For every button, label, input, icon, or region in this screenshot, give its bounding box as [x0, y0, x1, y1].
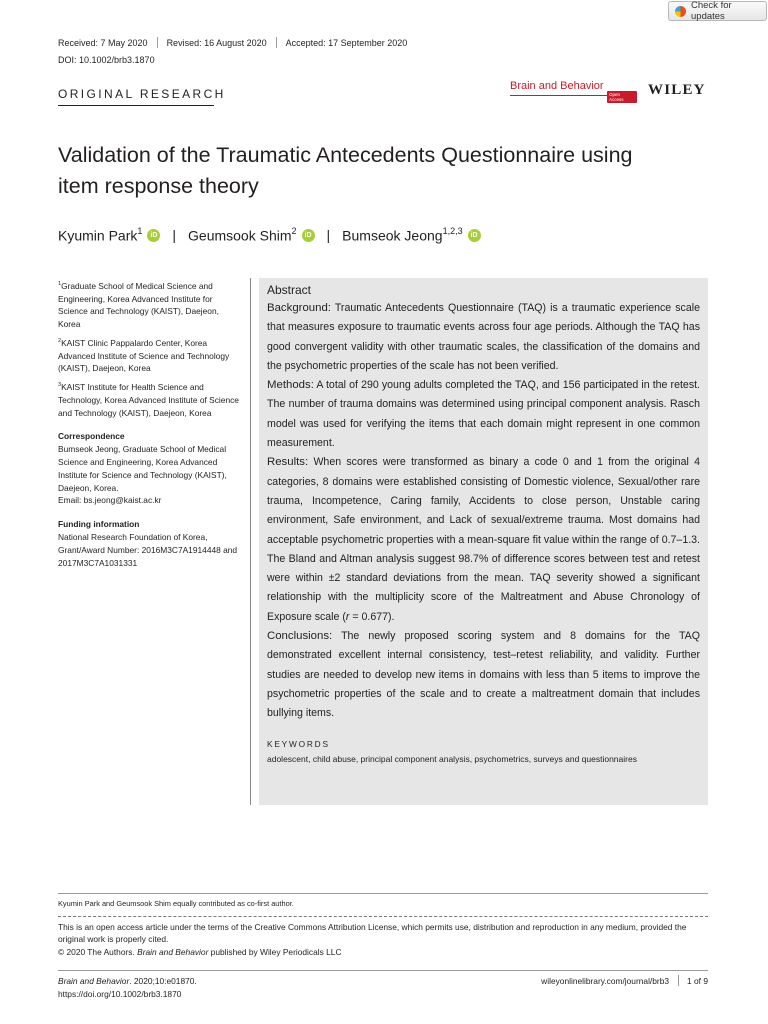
- check-for-updates-label: Check for updates: [691, 0, 732, 22]
- correspondence-heading: Correspondence: [58, 431, 125, 442]
- abstract-background: Background: Traumatic Antecedents Questionnaire (TAQ) is a traumatic experience scale that measures exposure to traumatic events across four age periods. Although the TAQ has good convergent validity with other traumatic scales, the classification of the domains and the psychometric properties of the scale has not been verified.: [267, 302, 700, 372]
- keywords-list: adolescent, child abuse, principal component analysis, psychometrics, surveys and questionnaires: [267, 753, 637, 764]
- correspondence-text: Bumseok Jeong, Graduate School of Medical Science and Engineering, Korea Advanced Institute for Science and Technology (KAIST), Daejeon, Korea.: [58, 444, 227, 493]
- date-divider: [276, 37, 277, 48]
- footnote: Kyumin Park and Geumsook Shim equally contributed as co-first author.: [58, 899, 294, 908]
- footer-rule: [58, 970, 708, 971]
- methods-label: Methods:: [267, 379, 314, 392]
- title-line: Validation of the Traumatic Antecedents Questionnaire using: [58, 143, 633, 167]
- crossmark-icon: [675, 6, 686, 17]
- author-name[interactable]: Kyumin Park$^1$: [58, 226, 143, 244]
- orcid-icon[interactable]: iD: [147, 229, 160, 242]
- abstract-methods: Methods: A total of 290 young adults completed the TAQ, and 156 participated in the retest. The number of trauma domains was determined using principal component analysis. Rasch model was used for verifying the items that each domain might represent in one common measurement.: [267, 379, 700, 450]
- author-name[interactable]: Bumseok Jeong$^{1,2,3}$: [342, 226, 463, 244]
- affiliation: $^3$KAIST Institute for Health Science and Technology, Korea Advanced Institute of Science and Technology (KAIST), Daejeon, Korea: [58, 381, 239, 418]
- page-number: 1 of 9: [687, 975, 708, 986]
- abstract-heading: Abstract: [267, 283, 312, 297]
- background-label: Background:: [267, 302, 331, 314]
- orcid-icon[interactable]: iD: [468, 229, 481, 242]
- affiliation: $^1$Graduate School of Medical Science and Engineering, Korea Advanced Institute for Science and Technology (KAIST), Daejeon, Korea: [58, 280, 219, 330]
- license-divider: [58, 916, 708, 917]
- funding-heading: Funding information: [58, 519, 140, 530]
- section-label: ORIGINAL RESEARCH: [58, 87, 226, 101]
- license-text: [58, 921, 708, 958]
- footer-right: [460, 975, 708, 986]
- article-sidebar: [58, 278, 243, 569]
- column-divider: [250, 278, 251, 805]
- correspondence-email[interactable]: Email: bs.jeong@kaist.ac.kr: [58, 495, 162, 506]
- journal-name: Brain and Behavior: [510, 80, 604, 92]
- abstract-box: [259, 278, 708, 805]
- revised-date: Revised: 16 August 2020: [166, 37, 267, 48]
- check-for-updates-button[interactable]: [668, 1, 767, 21]
- received-date: Received: 7 May 2020: [58, 37, 148, 48]
- title-line: item response theory: [58, 174, 259, 198]
- orcid-icon[interactable]: iD: [302, 229, 315, 242]
- abstract-conclusions: Conclusions: The newly proposed scoring system and 8 domains for the TAQ demonstrated excellent internal consistency, test–retest reliability, and validity. Further studies are needed to develop new items in domains with less than 5 items to improve the psychometric properties of the scale and to create a maltreatment domain that includes bullying items.: [267, 630, 700, 720]
- funding-text: National Research Foundation of Korea, Grant/Award Number: 2016M3C7A1914448 and 2017M3C7A1031331: [58, 531, 238, 568]
- journal-logo[interactable]: [510, 80, 637, 102]
- abstract-results: Results: When scores were transformed as binary a code 0 and 1 from the original 4 categories, 8 domains were established consisting of Domestic violence, Sexual/other rare trauma, Incompetence, Caring family, Accidents to close person, Unstable caring environment, Safe environment, and Lack of sexual/extreme trauma. Most domains had acceptable psychometric properties with a mean-square fit value within the range of 0.7–1.3. The Bland and Altman analysis suggest 98.7% of difference scores between test and retest were within ±2 standard deviations from the mean. TAQ severity showed a significant relationship with the multiplicity score of the Maltreatment and Abuse Chronology of Exposure scale (r = 0.677).: [267, 456, 700, 623]
- date-divider: [157, 37, 158, 48]
- affiliation: $^2$KAIST Clinic Pappalardo Center, Korea Advanced Institute of Science and Technology (KAIST), Daejeon, Korea: [58, 337, 230, 374]
- results-label: Results:: [267, 456, 309, 469]
- section-rule: [58, 105, 214, 106]
- citation: [58, 975, 197, 1001]
- author-affil-sup: 1: [137, 226, 143, 236]
- author-list: [58, 227, 481, 244]
- author-separator: |: [172, 227, 177, 244]
- accepted-date: Accepted: 17 September 2020: [285, 37, 408, 48]
- journal-url-link[interactable]: wileyonlinelibrary.com/journal/brb3: [541, 975, 670, 986]
- author-name[interactable]: Geumsook Shim$^2$: [188, 226, 297, 244]
- publisher-logo[interactable]: WILEY: [648, 82, 706, 98]
- conclusions-label: Conclusions:: [267, 630, 333, 643]
- footnote-rule: [58, 893, 708, 894]
- doi[interactable]: DOI: 10.1002/brb3.1870: [58, 55, 155, 65]
- author-separator: |: [326, 227, 331, 244]
- open-access-badge: Open Access: [607, 91, 637, 103]
- footer-divider: [678, 975, 679, 986]
- author-affil-sup: 2: [291, 226, 297, 236]
- author-affil-sup: 1,2,3: [442, 226, 463, 236]
- citation-line: Brain and Behavior. 2020;10:e01870.: [58, 976, 197, 986]
- keywords-heading: KEYWORDS: [267, 738, 330, 749]
- publication-dates: [58, 37, 407, 48]
- citation-doi-link[interactable]: https://doi.org/10.1002/brb3.1870: [58, 989, 182, 999]
- article-title: [58, 140, 698, 202]
- license-statement: This is an open access article under the terms of the Creative Commons Attribution License, which permits use, distribution and reproduction in any medium, provided the original work is properly cited.: [58, 922, 687, 945]
- copyright-line: © 2020 The Authors. Brain and Behavior published by Wiley Periodicals LLC: [58, 946, 342, 957]
